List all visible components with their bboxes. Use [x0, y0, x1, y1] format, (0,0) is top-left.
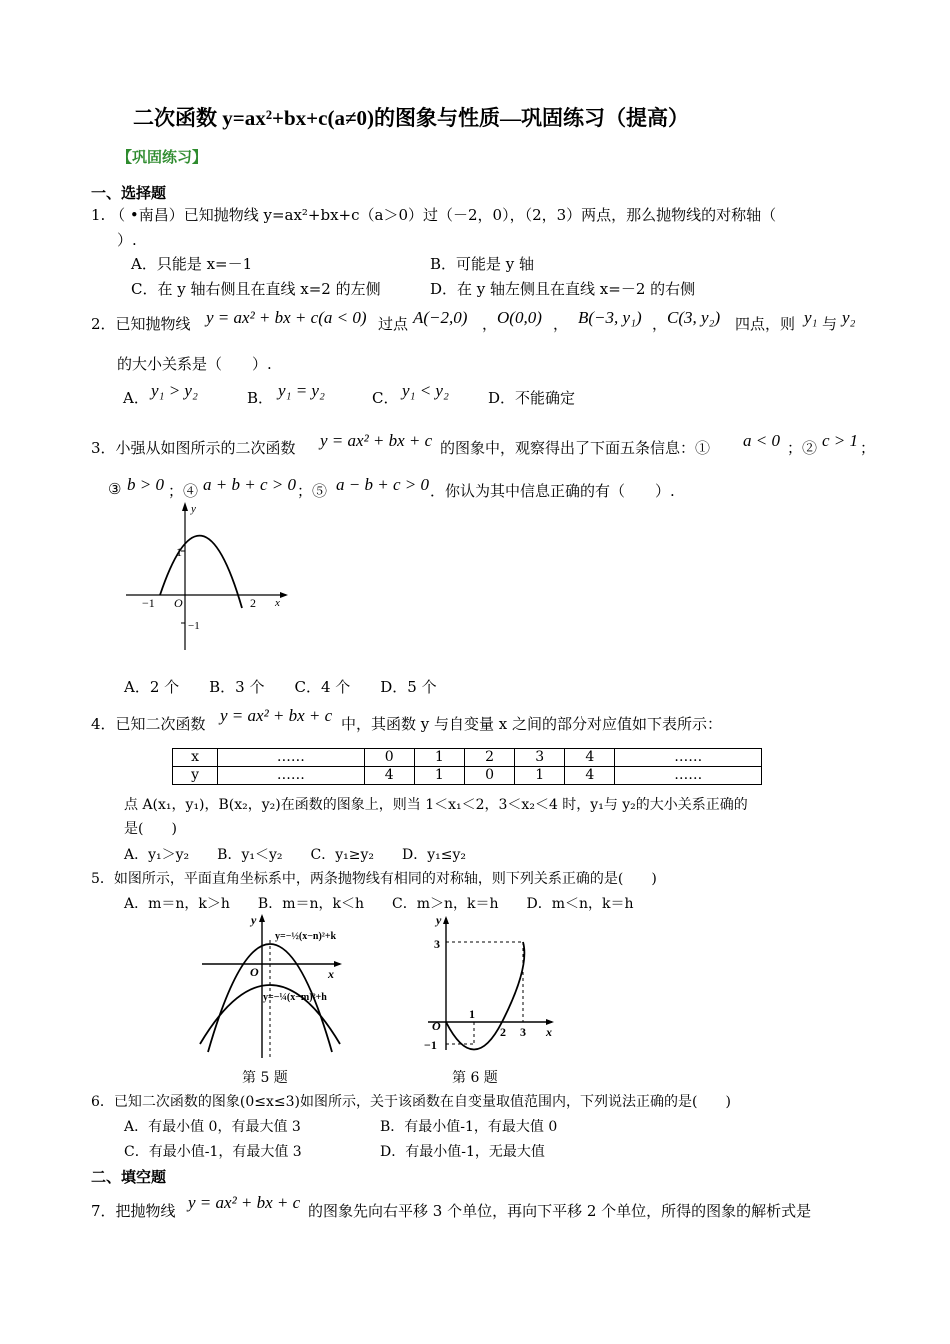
q2-line2: 的大小关系是（ ）.	[117, 355, 272, 373]
q2-number: 2．已知抛物线	[91, 315, 191, 333]
q6-option-c: C．有最小值-1，有最大值 3	[124, 1144, 302, 1160]
q2-four-points: 四点，则	[735, 315, 796, 333]
q6-option-a: A．有最小值 0，有最大值 3	[124, 1119, 301, 1135]
q4-options: A．y₁＞y₂ B．y₁＜y₂ C．y₁≥y₂ D．y₁≤y₂	[124, 847, 466, 863]
q2-point-c: C(3, y₂)	[667, 308, 721, 327]
q6-graph-two-label: 2	[500, 1025, 506, 1039]
q1-option-d: D．在 y 轴左侧且在直线 x=－2 的右侧	[430, 280, 696, 298]
q5-figure-caption: 第 5 题	[242, 1070, 288, 1086]
q6-graph-origin-label: O	[432, 1019, 441, 1033]
q7-post-text: 的图象先向右平移 3 个单位，再向下平移 2 个单位，所得的图象的解析式是	[308, 1202, 812, 1220]
q2-and: 与	[822, 315, 838, 333]
q2-y1: y₁	[804, 308, 818, 327]
q3-question-end: ．你认为其中信息正确的有（ ）.	[430, 482, 675, 500]
q2-pass-text: 过点	[378, 315, 409, 333]
q3-claim-2: c > 1	[822, 431, 859, 450]
page-title: 二次函数 y=ax²+bx+c(a≠0)的图象与性质—巩固练习（提高）	[133, 106, 689, 130]
q6-figure-caption: 第 6 题	[452, 1070, 498, 1086]
q3-sep-3: ；	[860, 439, 876, 457]
q2-point-b: B(−3, y₁)	[578, 308, 642, 327]
q7-equation: y = ax² + bx + c	[188, 1193, 301, 1212]
q6-parabola-graph	[420, 912, 560, 1060]
q3-graph-neg1-label: −1	[188, 620, 200, 632]
table-cell: ……	[615, 767, 762, 785]
table-cell: 4	[565, 767, 615, 785]
q5-upper-curve-label: y=−½(x−n)²+k	[275, 931, 337, 942]
q5-lower-curve-label: y=−¼(x−m)²+h	[263, 992, 327, 1003]
q3-intro: 3．小强从如图所示的二次函数	[91, 439, 296, 457]
section-tag: 【巩固练习】	[117, 148, 208, 166]
q6-graph-y-label: y	[436, 913, 442, 927]
q3-graph-x-label: x	[275, 597, 280, 609]
q5-question: 5．如图所示，平面直角坐标系中，两条抛物线有相同的对称轴，则下列关系正确的是( )	[91, 871, 657, 887]
q3-mid-text: 的图象中，观察得出了下面五条信息：①	[440, 439, 711, 457]
q5-graph-x-label: x	[328, 967, 334, 981]
q2-option-c: y₁ < y₂	[402, 381, 449, 400]
q3-graph-y-label: y	[191, 503, 196, 515]
q5-options: A．m＝n，k＞h B．m＝n，k＜h C．m＞n，k＝h D．m＜n，k＝h	[124, 896, 634, 912]
table-cell: ……	[615, 749, 762, 767]
q3-graph-xneg1-label: −1	[142, 596, 155, 610]
table-cell: 1	[414, 749, 464, 767]
q6-graph-x-label: x	[546, 1025, 552, 1039]
q3-mark-3: ③	[108, 480, 122, 498]
q4-equation: y = ax² + bx + c	[220, 706, 333, 725]
q3-graph-two-label: 2	[250, 596, 256, 610]
q3-claim-4: a + b + c > 0	[203, 475, 296, 494]
table-cell: 2	[464, 749, 514, 767]
table-cell: 3	[515, 749, 565, 767]
q2-equation: y = ax² + bx + c(a < 0)	[206, 308, 367, 327]
q4-line3: 是( )	[124, 821, 177, 837]
table-cell: 0	[464, 767, 514, 785]
table-cell: 4	[565, 749, 615, 767]
q2-option-b: y₁ = y₂	[278, 381, 325, 400]
q1-option-b: B．可能是 y 轴	[430, 255, 535, 273]
table-cell: 1	[414, 767, 464, 785]
table-row	[173, 749, 762, 767]
q2-point-a: A(−2,0)	[413, 308, 468, 327]
q1-line1: 1. （ •南昌）已知抛物线 y=ax²+bx+c（a＞0）过（－2，0），（2，3）两点，那么抛物线的对称轴（	[91, 206, 777, 224]
q3-claim-5: a − b + c > 0	[336, 475, 429, 494]
q3-graph-origin-label: O	[174, 596, 183, 610]
q6-option-d: D．有最小值-1，无最大值	[380, 1144, 545, 1160]
q2-option-a-label: A．	[123, 389, 149, 407]
q2-y2: y₂	[842, 308, 856, 327]
q2-option-d: D．不能确定	[488, 389, 576, 407]
q3-parabola-graph	[118, 498, 293, 653]
q5-graph-y-label: y	[251, 913, 257, 927]
q3-graph-one-label: 1	[176, 545, 182, 559]
part2-heading: 二、填空题	[91, 1168, 167, 1186]
q3-sep-5: ；⑤	[297, 482, 328, 500]
q5-graph-origin-label: O	[250, 965, 259, 979]
q5-two-parabolas-graph	[196, 912, 356, 1060]
q4-value-table	[172, 748, 762, 785]
q6-option-b: B．有最小值-1，有最大值 0	[380, 1119, 558, 1135]
q3-sep-2: ；②	[787, 439, 818, 457]
table-cell: ……	[218, 749, 365, 767]
q7-intro: 7．把抛物线	[91, 1202, 176, 1220]
q1-option-c: C．在 y 轴右侧且在直线 x=2 的左侧	[131, 280, 381, 298]
table-cell: 4	[364, 767, 414, 785]
table-row	[173, 767, 762, 785]
q3-claim-1: a < 0	[743, 431, 780, 450]
table-cell: ……	[218, 767, 365, 785]
table-cell: 1	[515, 767, 565, 785]
q2-option-c-label: C．	[372, 389, 399, 407]
q4-line2: 点 A(x₁，y₁)，B(x₂，y₂)在函数的图象上，则当 1＜x₁＜2，3＜x₂＜4 时，y₁与 y₂的大小关系正确的	[124, 797, 748, 813]
q2-option-b-label: B．	[247, 389, 274, 407]
q1-line2: ）.	[117, 231, 137, 249]
q6-question: 6．已知二次函数的图象(0≤x≤3)如图所示，关于该函数在自变量取值范围内，下列说法正确的是( )	[91, 1094, 731, 1110]
table-cell: 0	[364, 749, 414, 767]
q4-post-text: 中，其函数 y 与自变量 x 之间的部分对应值如下表所示：	[341, 715, 723, 733]
q3-claim-3: b > 0	[127, 475, 164, 494]
q2-option-a: y₁ > y₂	[151, 381, 198, 400]
q6-graph-three-y-label: 3	[434, 937, 440, 951]
q6-graph-three-x-label: 3	[520, 1025, 526, 1039]
q2-point-o: O(0,0)	[497, 308, 542, 327]
q6-graph-one-label: 1	[469, 1007, 475, 1021]
q3-sep-4: ；④	[168, 482, 199, 500]
q6-graph-neg1-label: −1	[424, 1038, 437, 1052]
table-cell: x	[173, 749, 218, 767]
q1-option-a: A．只能是 x=－1	[131, 255, 253, 273]
q4-intro: 4．已知二次函数	[91, 715, 206, 733]
q3-equation: y = ax² + bx + c	[320, 431, 433, 450]
q3-options: A．2 个 B．3 个 C．4 个 D．5 个	[124, 678, 437, 696]
part1-heading: 一、选择题	[91, 184, 167, 202]
table-cell: y	[173, 767, 218, 785]
